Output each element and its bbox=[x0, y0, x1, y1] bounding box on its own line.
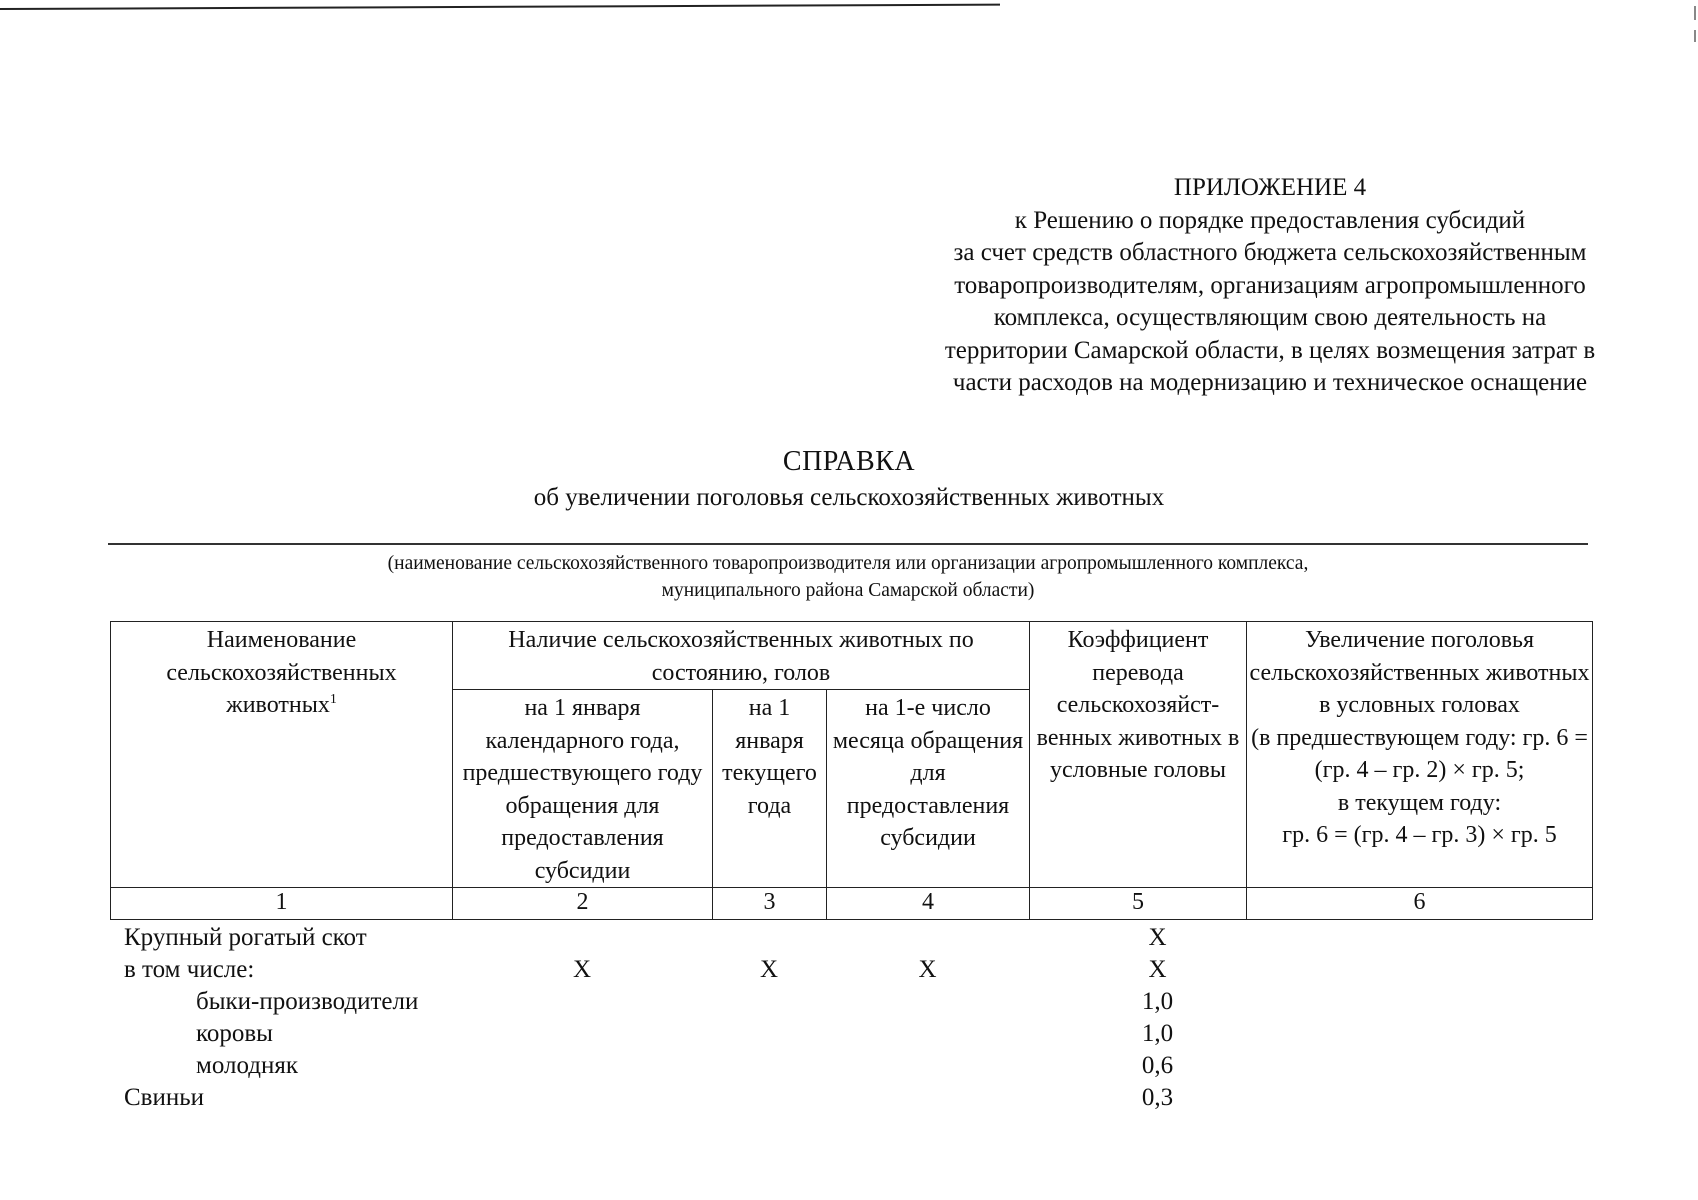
header-conversion-coefficient: Коэффициент перевода сельскохозяйст-венных животных в условные головы bbox=[1030, 622, 1247, 888]
annex-heading: ПРИЛОЖЕНИЕ 4 bbox=[1173, 174, 1367, 201]
header-application-month: на 1-е число месяца обращения для предоставления субсидии bbox=[827, 690, 1030, 888]
fill-in-line bbox=[108, 543, 1588, 545]
row-name: в том числе: bbox=[124, 956, 255, 983]
row-coefficient: 0,3 bbox=[1141, 1084, 1174, 1111]
column-number: 2 bbox=[453, 888, 713, 920]
annex-line: комплекса, осуществляющим свою деятельность на bbox=[993, 304, 1547, 331]
row-name: молодняк bbox=[196, 1052, 298, 1079]
column-number: 5 bbox=[1030, 888, 1247, 920]
fill-in-caption-line: муниципального района Самарской области) bbox=[661, 580, 1035, 601]
row-value-col3: Х bbox=[759, 956, 779, 983]
scan-edge-line bbox=[0, 4, 1000, 10]
annex-line: части расходов на модернизацию и техническое оснащение bbox=[952, 369, 1588, 396]
column-number: 3 bbox=[713, 888, 827, 920]
column-number: 1 bbox=[111, 888, 453, 920]
header-previous-year: на 1 января календарного года, предшествующего году обращения для предоставления субсидии bbox=[453, 690, 713, 888]
header-increase-formula: в текущем году: bbox=[1337, 789, 1502, 816]
header-increase-formula: гр. 6 = (гр. 4 – гр. 3) × гр. 5 bbox=[1282, 822, 1557, 848]
header-availability-group: Наличие сельскохозяйственных животных по состоянию, голов bbox=[453, 622, 1030, 690]
row-coefficient: Х bbox=[1148, 956, 1167, 983]
scan-edge-mark bbox=[1694, 6, 1696, 20]
document-title: СПРАВКА bbox=[782, 446, 916, 477]
annex-line: к Решению о порядке предоставления субсидий bbox=[1014, 206, 1526, 234]
annex-block bbox=[890, 172, 1650, 400]
row-coefficient: 1,0 bbox=[1141, 1020, 1174, 1047]
row-name: коровы bbox=[196, 1020, 273, 1047]
header-table bbox=[110, 621, 1593, 920]
row-coefficient: 0,6 bbox=[1141, 1052, 1174, 1079]
fill-in-caption bbox=[108, 550, 1588, 604]
header-increase-text: Увеличение поголовья сельскохозяйственных животных в условных головах bbox=[1249, 627, 1590, 718]
header-animal-name bbox=[111, 622, 453, 888]
column-number: 6 bbox=[1247, 888, 1593, 920]
row-value-col2: Х bbox=[572, 956, 592, 983]
document-subtitle: об увеличении поголовья сельскохозяйственных животных bbox=[533, 484, 1165, 511]
row-name: Свиньи bbox=[124, 1084, 205, 1111]
header-increase-formula: (в предшествующем году: гр. 6 = (гр. 4 – гр. 2) × гр. 5; bbox=[1251, 724, 1588, 783]
header-animal-name-text: Наименование сельскохозяйственных животных bbox=[166, 627, 397, 718]
annex-line: товаропроизводителям, организациям агропромышленного bbox=[954, 271, 1586, 299]
row-name: быки-производители bbox=[196, 988, 419, 1015]
footnote-mark: 1 bbox=[329, 692, 337, 707]
header-livestock-increase bbox=[1247, 622, 1593, 888]
fill-in-caption-line: (наименование сельскохозяйственного товаропроизводителя или организации агропромышленного комплекса, bbox=[387, 553, 1309, 574]
scan-edge-mark bbox=[1694, 30, 1696, 42]
annex-line: территории Самарской области, в целях возмещения затрат в bbox=[944, 336, 1596, 364]
header-current-year: на 1 января текущего года bbox=[713, 690, 827, 888]
row-value-col4: Х bbox=[918, 956, 937, 983]
annex-line: за счет средств областного бюджета сельскохозяйственным bbox=[953, 239, 1587, 266]
row-coefficient: 1,0 bbox=[1141, 988, 1174, 1015]
row-coefficient: Х bbox=[1148, 924, 1167, 951]
column-number: 4 bbox=[827, 888, 1030, 920]
row-name: Крупный рогатый скот bbox=[124, 924, 367, 951]
